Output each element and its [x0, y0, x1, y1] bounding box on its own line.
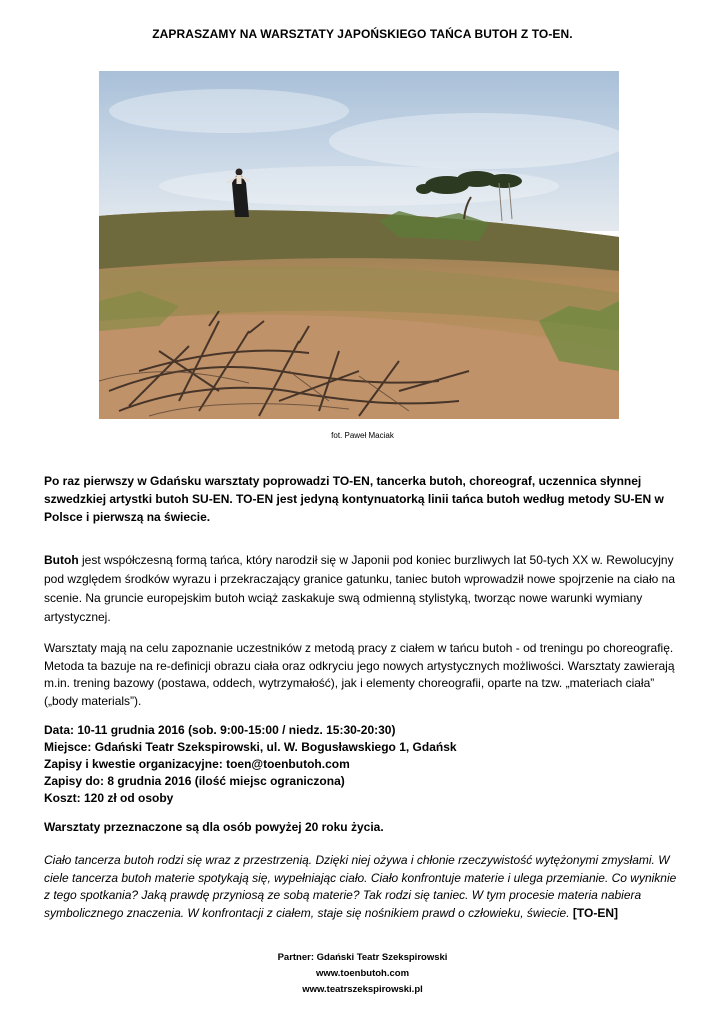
butoh-paragraph-text: jest współczesną formą tańca, który narodził się w Japonii pod koniec burzliwych lat 50-tych XX w. Rewolucyjny pod względem środków wyrazu i przekraczający granice gatunku, taniec butoh wprowadził nowe spojrzenie na ciało na scenie. Na gruncie europejskim butoh wciąż zaskakuje swą odmienną stylistyką, tworząc nowe warunki wymiany artystycznej.: [44, 553, 676, 624]
intro-paragraph: Po raz pierwszy w Gdańsku warsztaty poprowadzi TO-EN, tancerka butoh, choreograf, uczennica słynnej szwedzkiej artystki butoh SU-EN. TO-EN jest jedyną kontynuatorką linii tańca butoh według metody SU-EN w Polsce i pierwszą na świecie.: [44, 474, 664, 524]
butoh-lead-word: Butoh: [44, 553, 79, 567]
age-requirement: Warsztaty przeznaczone są dla osób powyżej 20 roku życia.: [44, 820, 384, 834]
detail-contact: Zapisy i kwestie organizacyjne: toen@toenbutoh.com: [44, 757, 350, 771]
detail-registration-deadline: Zapisy do: 8 grudnia 2016 (ilość miejsc ograniczona): [44, 774, 345, 788]
butoh-paragraph: [44, 551, 684, 627]
footer-partner: Partner: Gdański Teatr Szekspirowski: [277, 952, 448, 963]
footer: [0, 950, 725, 998]
butoh-quote: [44, 852, 684, 922]
quote-text: Ciało tancerza butoh rodzi się wraz z przestrzenią. Dzięki niej ożywa i chłonie rzeczywistość wytężonymi zmysłami. W ciele tancerza butoh materie spotykają się, wypełniając ciało. Ciało konfrontuje materie i ulega przemianie. Co wyniknie z tego spotkania? Jaką prawdę przyniosą ze sobą materie? Tak rodzi się taniec. W tym procesie materia nabiera symbolicznego znaczenia. W konfrontacji z ciałem, staje się nośnikiem prawd o człowieku, świecie.: [44, 853, 677, 920]
dancer-landscape-photo: [99, 71, 619, 419]
detail-venue: Miejsce: Gdański Teatr Szekspirowski, ul. W. Bogusławskiego 1, Gdańsk: [44, 740, 457, 754]
quote-signature: [TO-EN]: [572, 905, 618, 920]
detail-date: Data: 10-11 grudnia 2016 (sob. 9:00-15:00 / niedz. 15:30-20:30): [44, 723, 396, 737]
footer-link-teatr[interactable]: www.teatrszekspirowski.pl: [302, 984, 423, 995]
footer-link-toenbutoh[interactable]: www.toenbutoh.com: [315, 968, 410, 979]
workshop-details: [44, 722, 684, 807]
workshops-paragraph: Warsztaty mają na celu zapoznanie uczestników z metodą pracy z ciałem w tańcu butoh - od treningu po choreografię. Metoda ta bazuje na re-definicji obrazu ciała oraz odkryciu jego nowych artystycznych możliwości. Warsztaty zawierają m.in. trening bazowy (postawa, oddech, wytrzymałość), jak i elementy choreografii, oparte na tzw. „materiach ciała” („body materials”).: [44, 641, 675, 708]
detail-cost: Koszt: 120 zł od osoby: [44, 791, 174, 805]
page-title: ZAPRASZAMY NA WARSZTATY JAPOŃSKIEGO TAŃCA BUTOH Z TO-EN.: [152, 27, 573, 41]
photo-caption: fot. Paweł Maciak: [331, 431, 394, 440]
